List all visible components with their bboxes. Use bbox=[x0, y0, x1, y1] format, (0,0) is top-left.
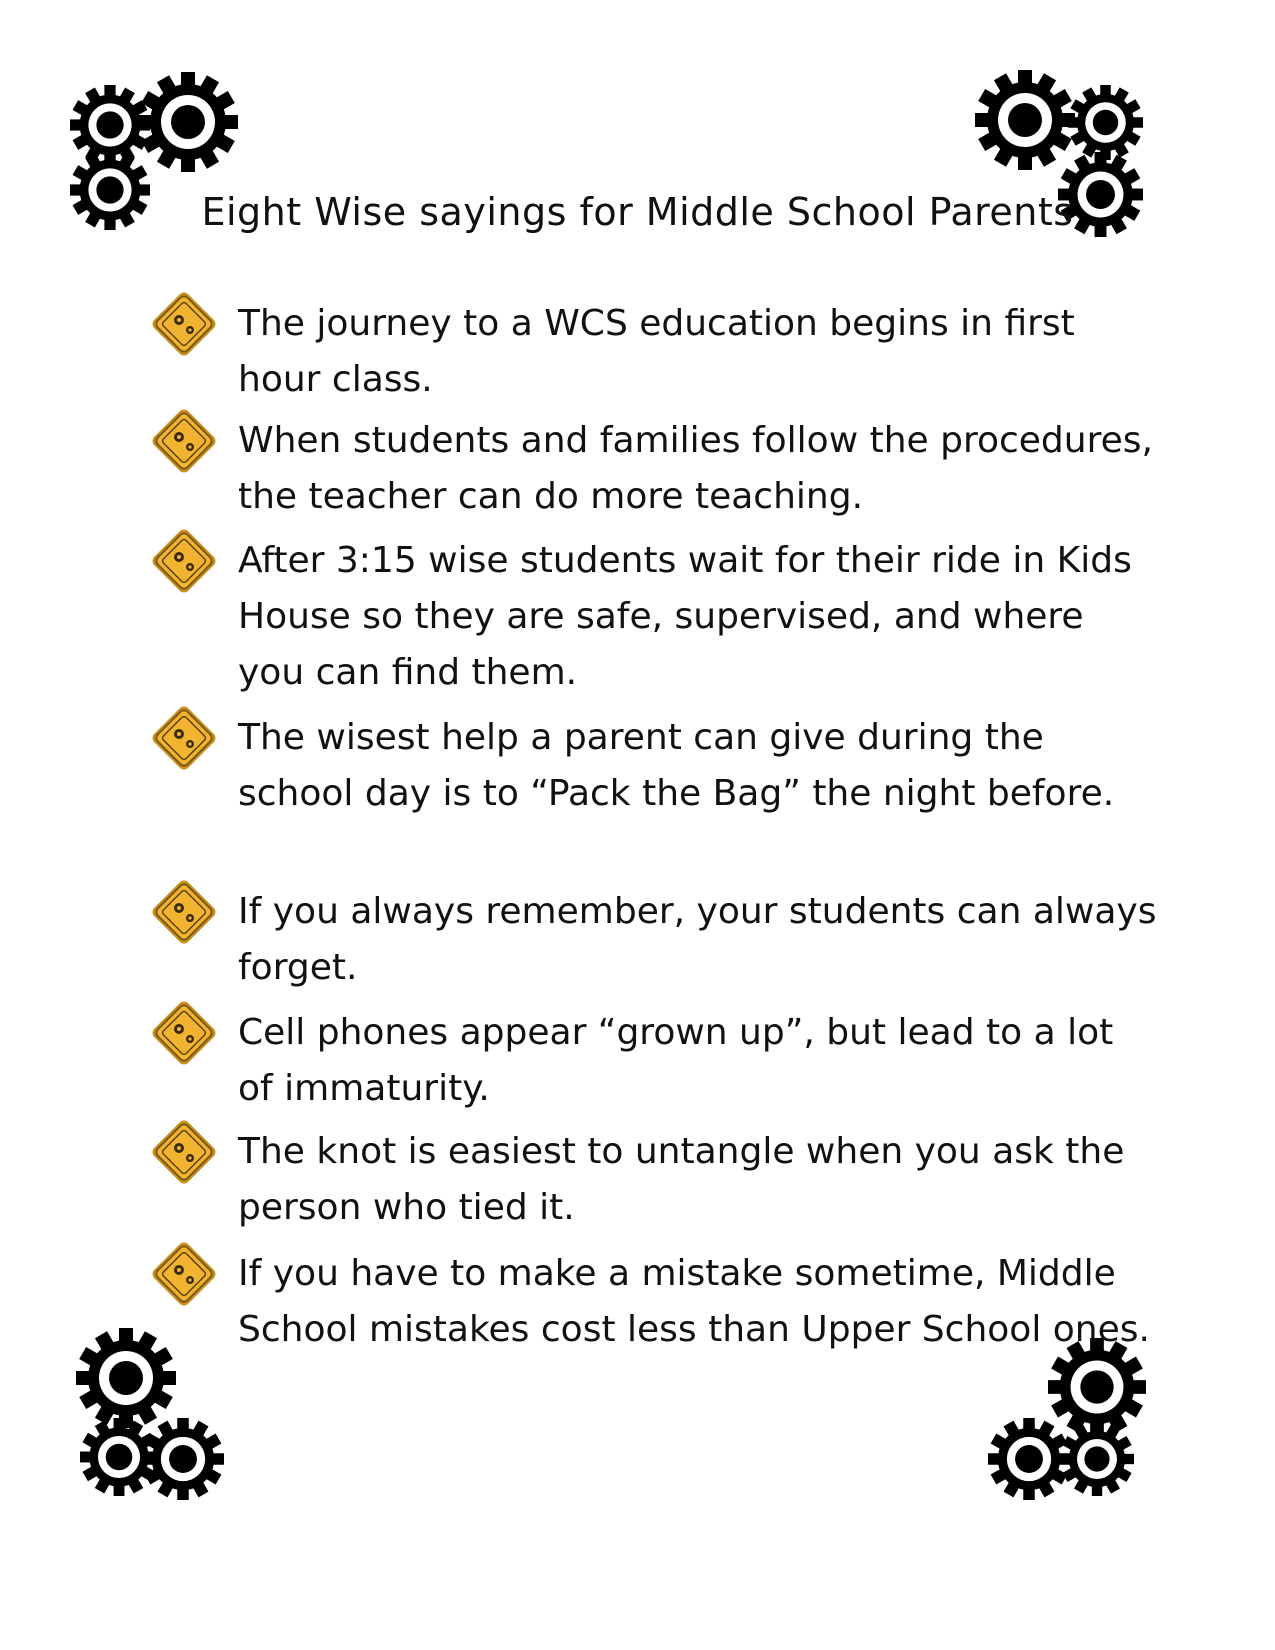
saying-text: Cell phones appear “grown up”, but lead to a lot of immaturity. bbox=[238, 1012, 1114, 1109]
gear-icon bbox=[76, 1328, 176, 1428]
gear-icon bbox=[138, 72, 238, 172]
saying-text: The wisest help a parent can give during the school day is to “Pack the Bag” the night before. bbox=[238, 717, 1115, 814]
gear-diamond-icon bbox=[148, 997, 220, 1069]
gear-icon bbox=[142, 1418, 224, 1500]
gear-icon bbox=[1068, 85, 1143, 160]
gear-diamond-icon bbox=[148, 525, 220, 597]
saying-text: After 3:15 wise students wait for their ride in Kids House so they are safe, supervised, and where you can find them. bbox=[238, 540, 1132, 693]
gear-diamond-icon bbox=[148, 1116, 220, 1188]
gear-icon bbox=[1060, 1422, 1134, 1496]
saying-text: The journey to a WCS education begins in first hour class. bbox=[238, 303, 1075, 400]
gear-diamond-icon bbox=[148, 405, 220, 477]
saying-text: If you have to make a mistake sometime, Middle School mistakes cost less than Upper School ones. bbox=[238, 1253, 1150, 1350]
gear-diamond-icon bbox=[148, 876, 220, 948]
gear-diamond-icon bbox=[148, 702, 220, 774]
saying-text: The knot is easiest to untangle when you ask the person who tied it. bbox=[238, 1131, 1125, 1228]
page-title: Eight Wise sayings for Middle School Parents bbox=[201, 190, 1074, 234]
gear-icon bbox=[988, 1418, 1070, 1500]
saying-text: If you always remember, your students can always forget. bbox=[238, 891, 1157, 988]
gear-diamond-icon bbox=[148, 1238, 220, 1310]
saying-text: When students and families follow the procedures, the teacher can do more teaching. bbox=[238, 420, 1153, 517]
gear-diamond-icon bbox=[148, 288, 220, 360]
